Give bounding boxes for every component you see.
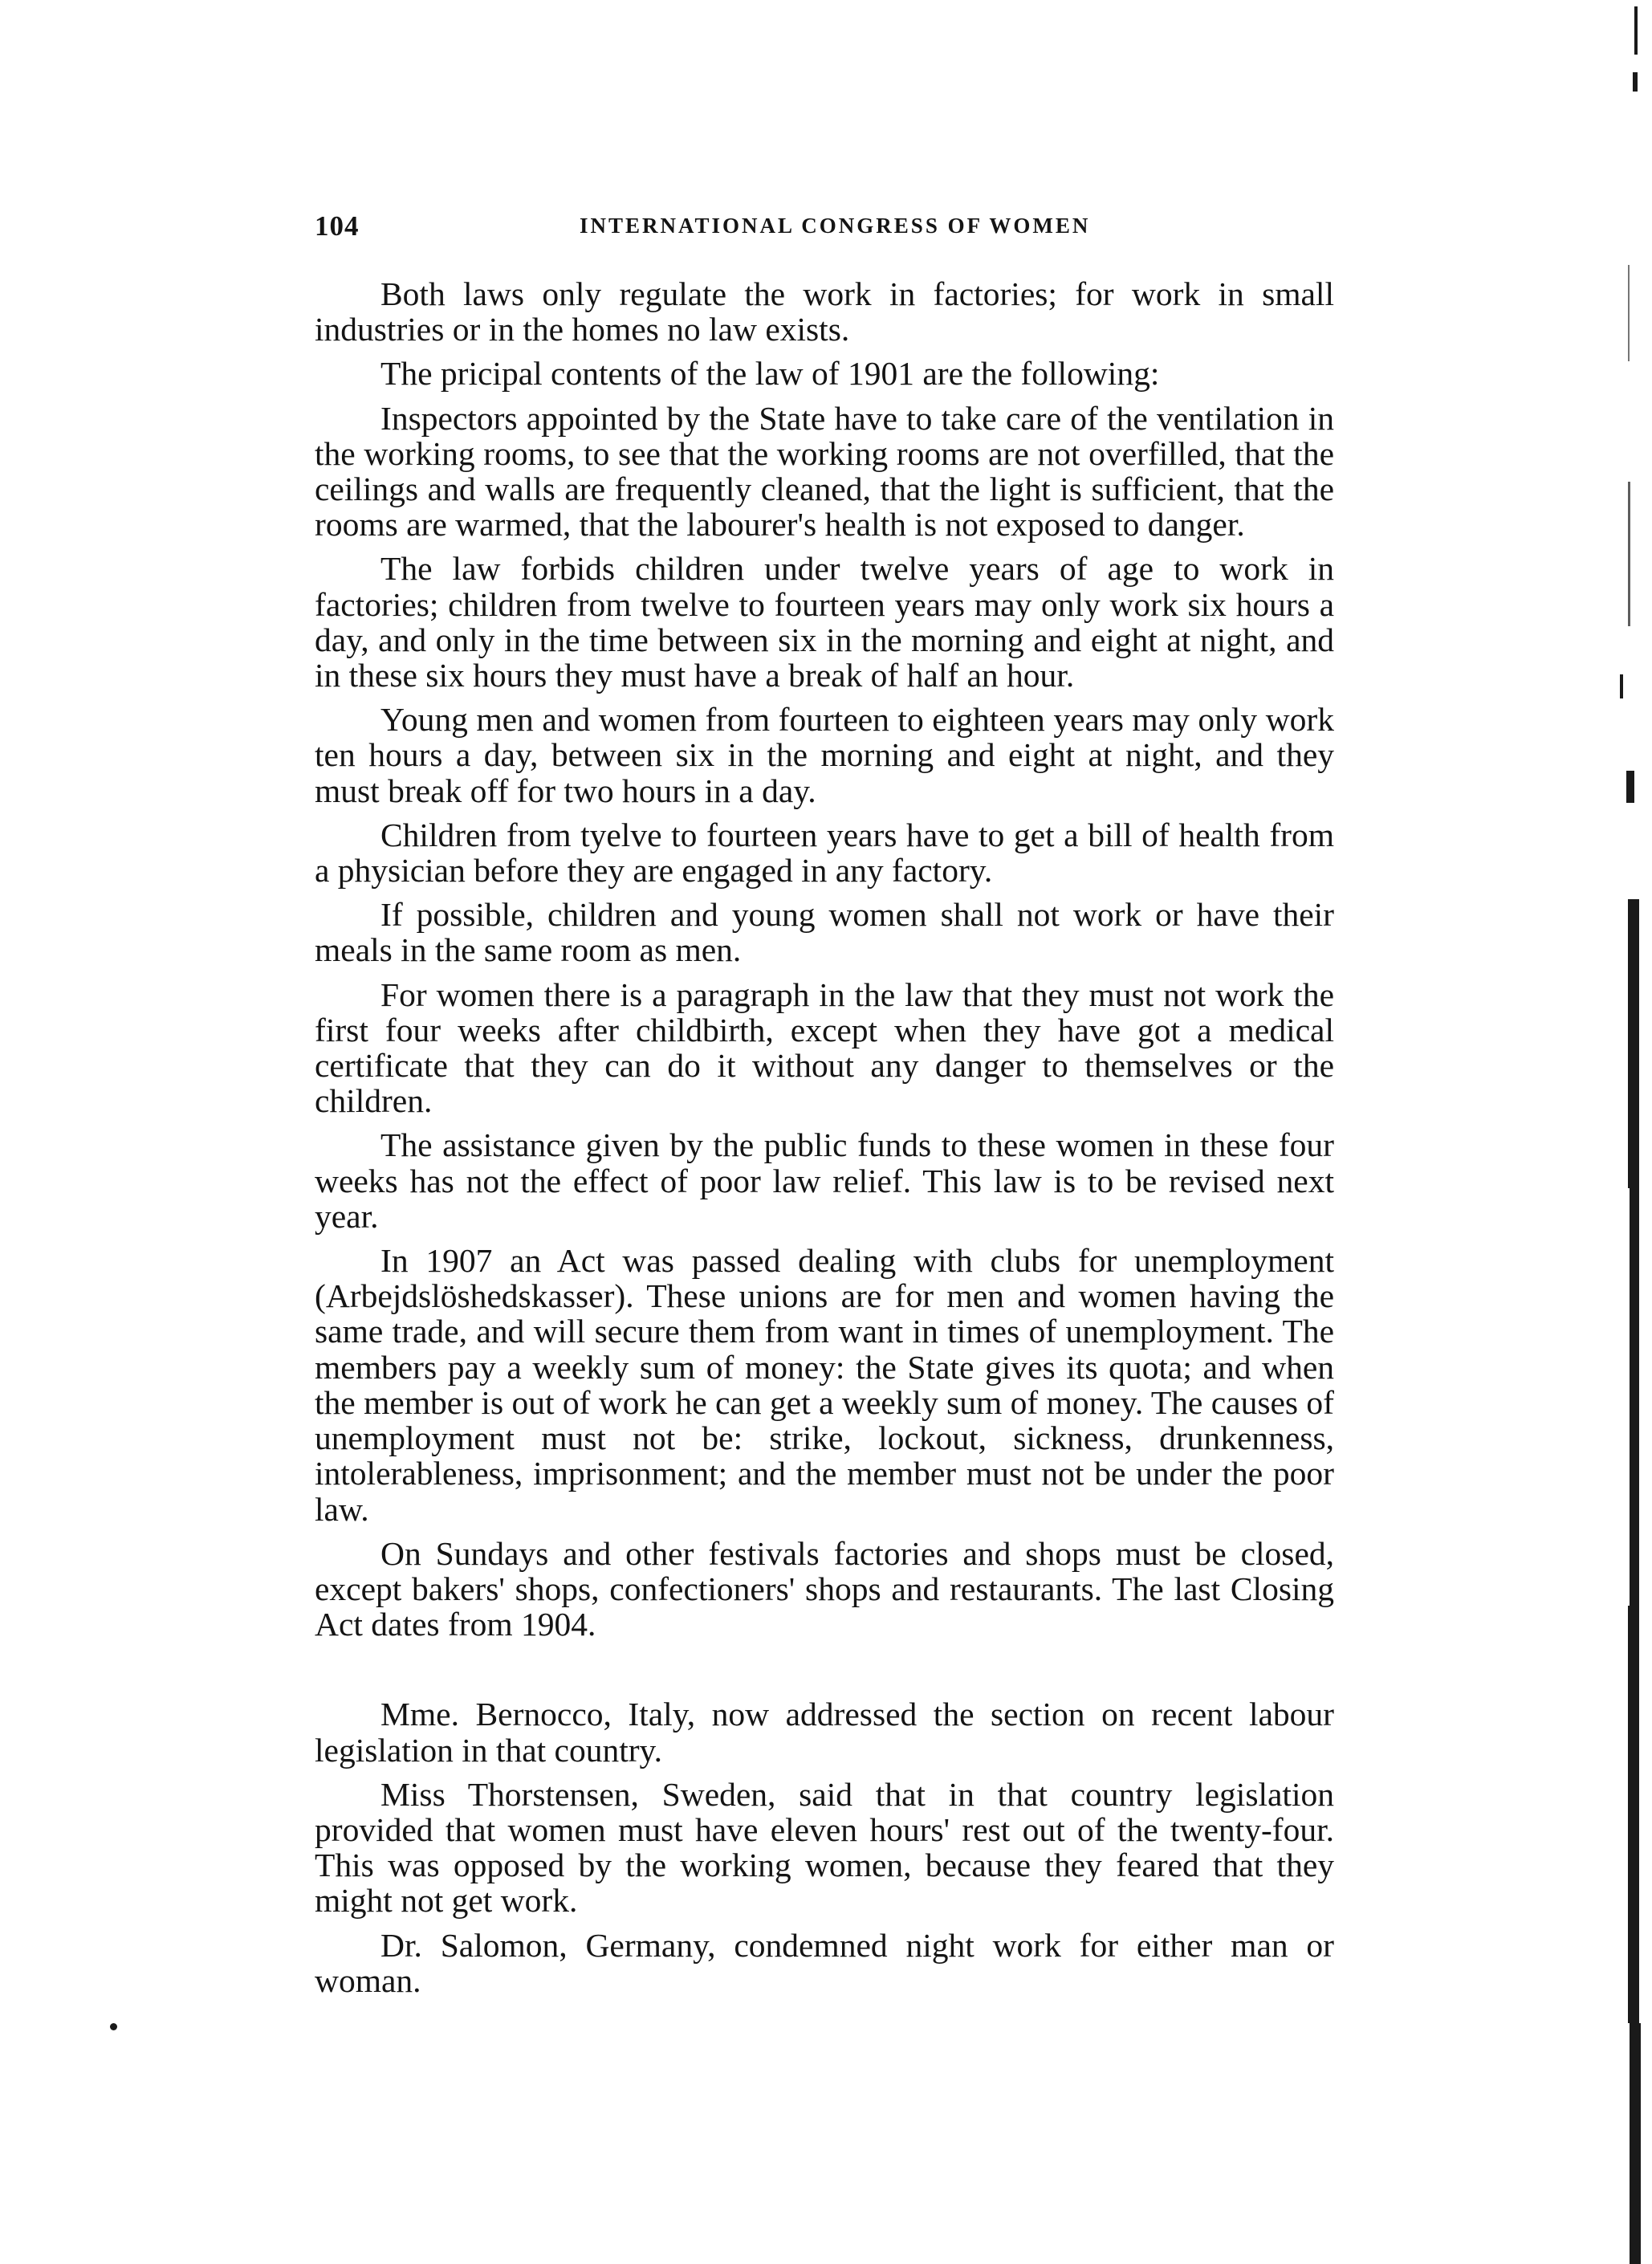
body-text	[315, 276, 1334, 1998]
running-title: INTERNATIONAL CONGRESS OF WOMEN	[580, 214, 1091, 238]
page-number: 104	[315, 210, 360, 242]
scan-edge-artifact	[1613, 0, 1646, 2263]
paragraph: For women there is a paragraph in the law that they must not work the first four weeks after childbirth, except when they have got a medical certificate that they can do it without any danger to themselves or the children.	[315, 975, 1334, 1120]
paragraph: If possible, children and young women shall not work or have their meals in the same room as men.	[315, 896, 1334, 969]
paragraph: In 1907 an Act was passed dealing with clubs for unemployment (Arbejdslöshedskasser). These unions are for men and women having the same trade, and will secure them from want in times of unemployment. The members pay a weekly sum of money: the State gives its quota; and when the member is out of work he can get a weekly sum of money. The causes of unemployment must not be: strike, lockout, sickness, drunkenness, intolerableness, imprisonment; and the member must not be under the poor law.	[315, 1242, 1334, 1528]
paragraph: Dr. Salomon, Germany, condemned night work for either man or woman.	[315, 1926, 1334, 1999]
paragraph: Miss Thorstensen, Sweden, said that in that country legislation provided that women must have eleven hours' rest out of the twenty-four. This was opposed by the working women, because they feared that they might not get work.	[315, 1775, 1334, 1920]
paragraph: Inspectors appointed by the State have to take care of the ventilation in the working rooms, to see that the working rooms are not overfilled, that the ceilings and walls are frequently cleaned, that the light is sufficient, that the rooms are warmed, that the labourer's health is not exposed to danger.	[315, 399, 1334, 544]
paragraph: Children from tyelve to fourteen years have to get a bill of health from a physician before they are engaged in any factory.	[315, 816, 1334, 890]
paragraph: Mme. Bernocco, Italy, now addressed the section on recent labour legislation in that country.	[315, 1696, 1334, 1769]
paragraph: The pricipal contents of the law of 1901 are the following:	[380, 355, 1160, 393]
running-head	[315, 210, 1334, 250]
stray-ink-dot	[110, 2023, 117, 2030]
paragraph: On Sundays and other festivals factories and shops must be closed, except bakers' shops, confectioners' shops and restaurants. The last Closing Act dates from 1904.	[315, 1534, 1334, 1643]
paragraph: Young men and women from fourteen to eighteen years may only work ten hours a day, between six in the morning and eight at night, and they must break off for two hours in a day.	[315, 701, 1334, 809]
paragraph: The assistance given by the public funds to these women in these four weeks has not the effect of poor law relief. This law is to be revised next year.	[315, 1126, 1334, 1235]
paragraph: Both laws only regulate the work in factories; for work in small industries or in the homes no law exists.	[315, 275, 1334, 348]
paragraph: The law forbids children under twelve years of age to work in factories; children from twelve to fourteen years may only work six hours a day, and only in the time between six in the morning and eight at night, and in these six hours they must have a break of half an hour.	[315, 550, 1334, 694]
